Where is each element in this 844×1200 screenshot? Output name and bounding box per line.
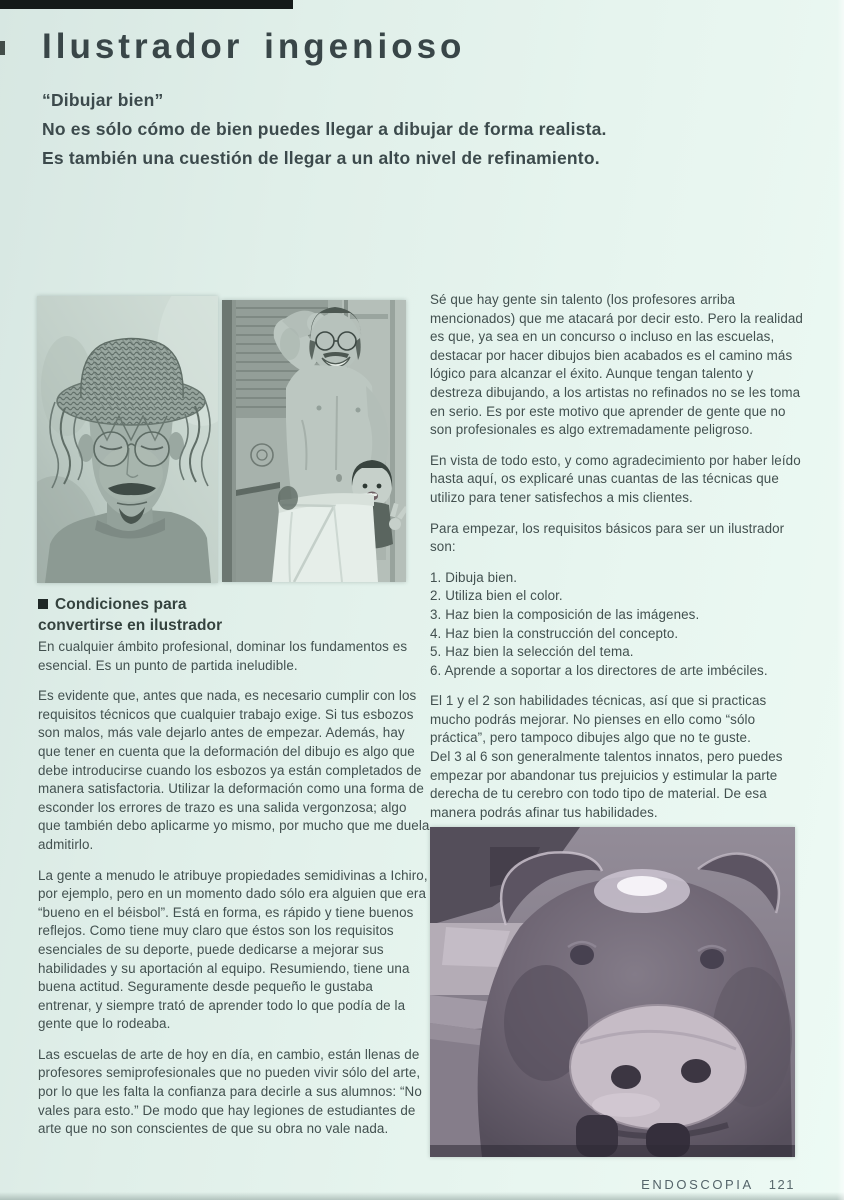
subtitle-line-2: Es también una cuestión de llegar a un alto nivel de refinamiento. [42, 148, 600, 168]
paragraph: Para empezar, los requisitos básicos para ser un ilustrador son: [430, 520, 785, 555]
scan-bottom-edge [0, 1192, 844, 1200]
paragraph: Sé que hay gente sin talento (los profesores arriba mencionados) que me atacará por decir esto. Pero la realidad es que, ya sea en un concurso o incluso en las escuelas, destacar por hacer dibujos bien acabados es el camino más lógico para alcanzar el éxito. Aunque tengan talento y destreza dibujando, a los artistas no refinados no se les toma en serio. Es por este motivo que aprender de gente que no son profesionales es algo extremadamente peligroso. [430, 292, 803, 438]
paragraph: Del 3 al 6 son generalmente talentos innatos, pero puedes empezar por abandonar tus prejuicios y estimular la parte derecha de tu cerebro con todo tipo de material. De esa manera podrás afinar tus habilidades. [430, 749, 783, 820]
photo-man-wire-hat [37, 296, 218, 583]
paragraph: Es evidente que, antes que nada, es necesario cumplir con los requisitos técnicos que cualquier trabajo exige. Si tus esbozos son malos, más vale dejarlo antes de empezar. Además, hay que tener en cuenta que la deformación del dibujo es algo que debe introducirse cuando los esbozos ya están completados de manera satisfactoria. Utilizar la deformación como una forma de esconder los errores de trazo es una salida vergonzosa; algo que también debo aplicarme yo mismo, por mucho que me duela admitirlo. [38, 688, 430, 852]
paragraph: En vista de todo esto, y como agradecimiento por haber leído hasta aquí, os explicaré unas cuantas de las técnicas que utilizo para tener satisfechos a mis clientes. [430, 452, 801, 505]
magazine-name: ENDOSCOPIA [641, 1177, 754, 1192]
list-item: 6. Aprende a soportar a los directores de arte imbéciles. [430, 662, 768, 678]
section-heading-line-1: Condiciones para [55, 596, 187, 613]
list-item: 1. Dibuja bien. [430, 569, 518, 585]
section-heading-line-2: convertirse en ilustrador [38, 617, 223, 634]
scan-right-edge [837, 0, 844, 1200]
list-item: 3. Haz bien la composición de las imágenes. [430, 606, 700, 622]
subtitle-block [42, 86, 607, 173]
photo-man-flexing-with-child [222, 300, 406, 582]
section-bullet-icon [38, 599, 48, 609]
paragraph: El 1 y el 2 son habilidades técnicas, así que si practicas mucho podrás mejorar. No pienses en ello como “sólo práctica”, pero tampoco dibujes algo que no te guste. [430, 693, 767, 746]
left-column [38, 594, 430, 1151]
page-title: Ilustrador ingenioso [42, 27, 466, 66]
subtitle-quote: “Dibujar bien” [42, 90, 164, 110]
requirements-list [430, 569, 806, 681]
page-number: 121 [768, 1177, 795, 1192]
list-item: 5. Haz bien la selección del tema. [430, 644, 634, 660]
scan-edge-mark [0, 41, 5, 55]
paragraph: En cualquier ámbito profesional, dominar los fundamentos es esencial. Es un punto de partida ineludible. [38, 639, 408, 673]
subtitle-line-1: No es sólo cómo de bien puedes llegar a dibujar de forma realista. [42, 119, 607, 139]
photo-pig-figurine [430, 827, 795, 1157]
right-column [430, 291, 806, 834]
paragraph: Las escuelas de arte de hoy en día, en cambio, están llenas de profesores semiprofesionales que no pueden vivir sólo del arte, por lo que les falta la confianza para decirle a sus alumnos: “No vales para esto.” De modo que hay legiones de estudiantes de arte que no son conscientes de que su obra no vale nada. [38, 1046, 422, 1137]
footer [0, 1177, 795, 1192]
paragraph: La gente a menudo le atribuye propiedades semidivinas a Ichiro, por ejemplo, pero en un momento dado sólo era alguien que era “bueno en el béisbol”. Está en forma, es rápido y tiene buenos reflejos. Como tiene muy claro que éstos son los requisitos esenciales de su deporte, puede dedicarse a mejorar sus habilidades y su aportación al equipo. Resumiendo, tiene una buena actitud. Seguramente desde pequeño le gustaba entrenar, y siempre trató de aprender todo lo que podía de la gente que lo rodeaba. [38, 867, 428, 1032]
scan-edge-bar [0, 0, 293, 9]
list-item: 4. Haz bien la construcción del concepto. [430, 625, 679, 641]
section-heading [38, 594, 430, 636]
list-item: 2. Utiliza bien el color. [430, 588, 563, 604]
